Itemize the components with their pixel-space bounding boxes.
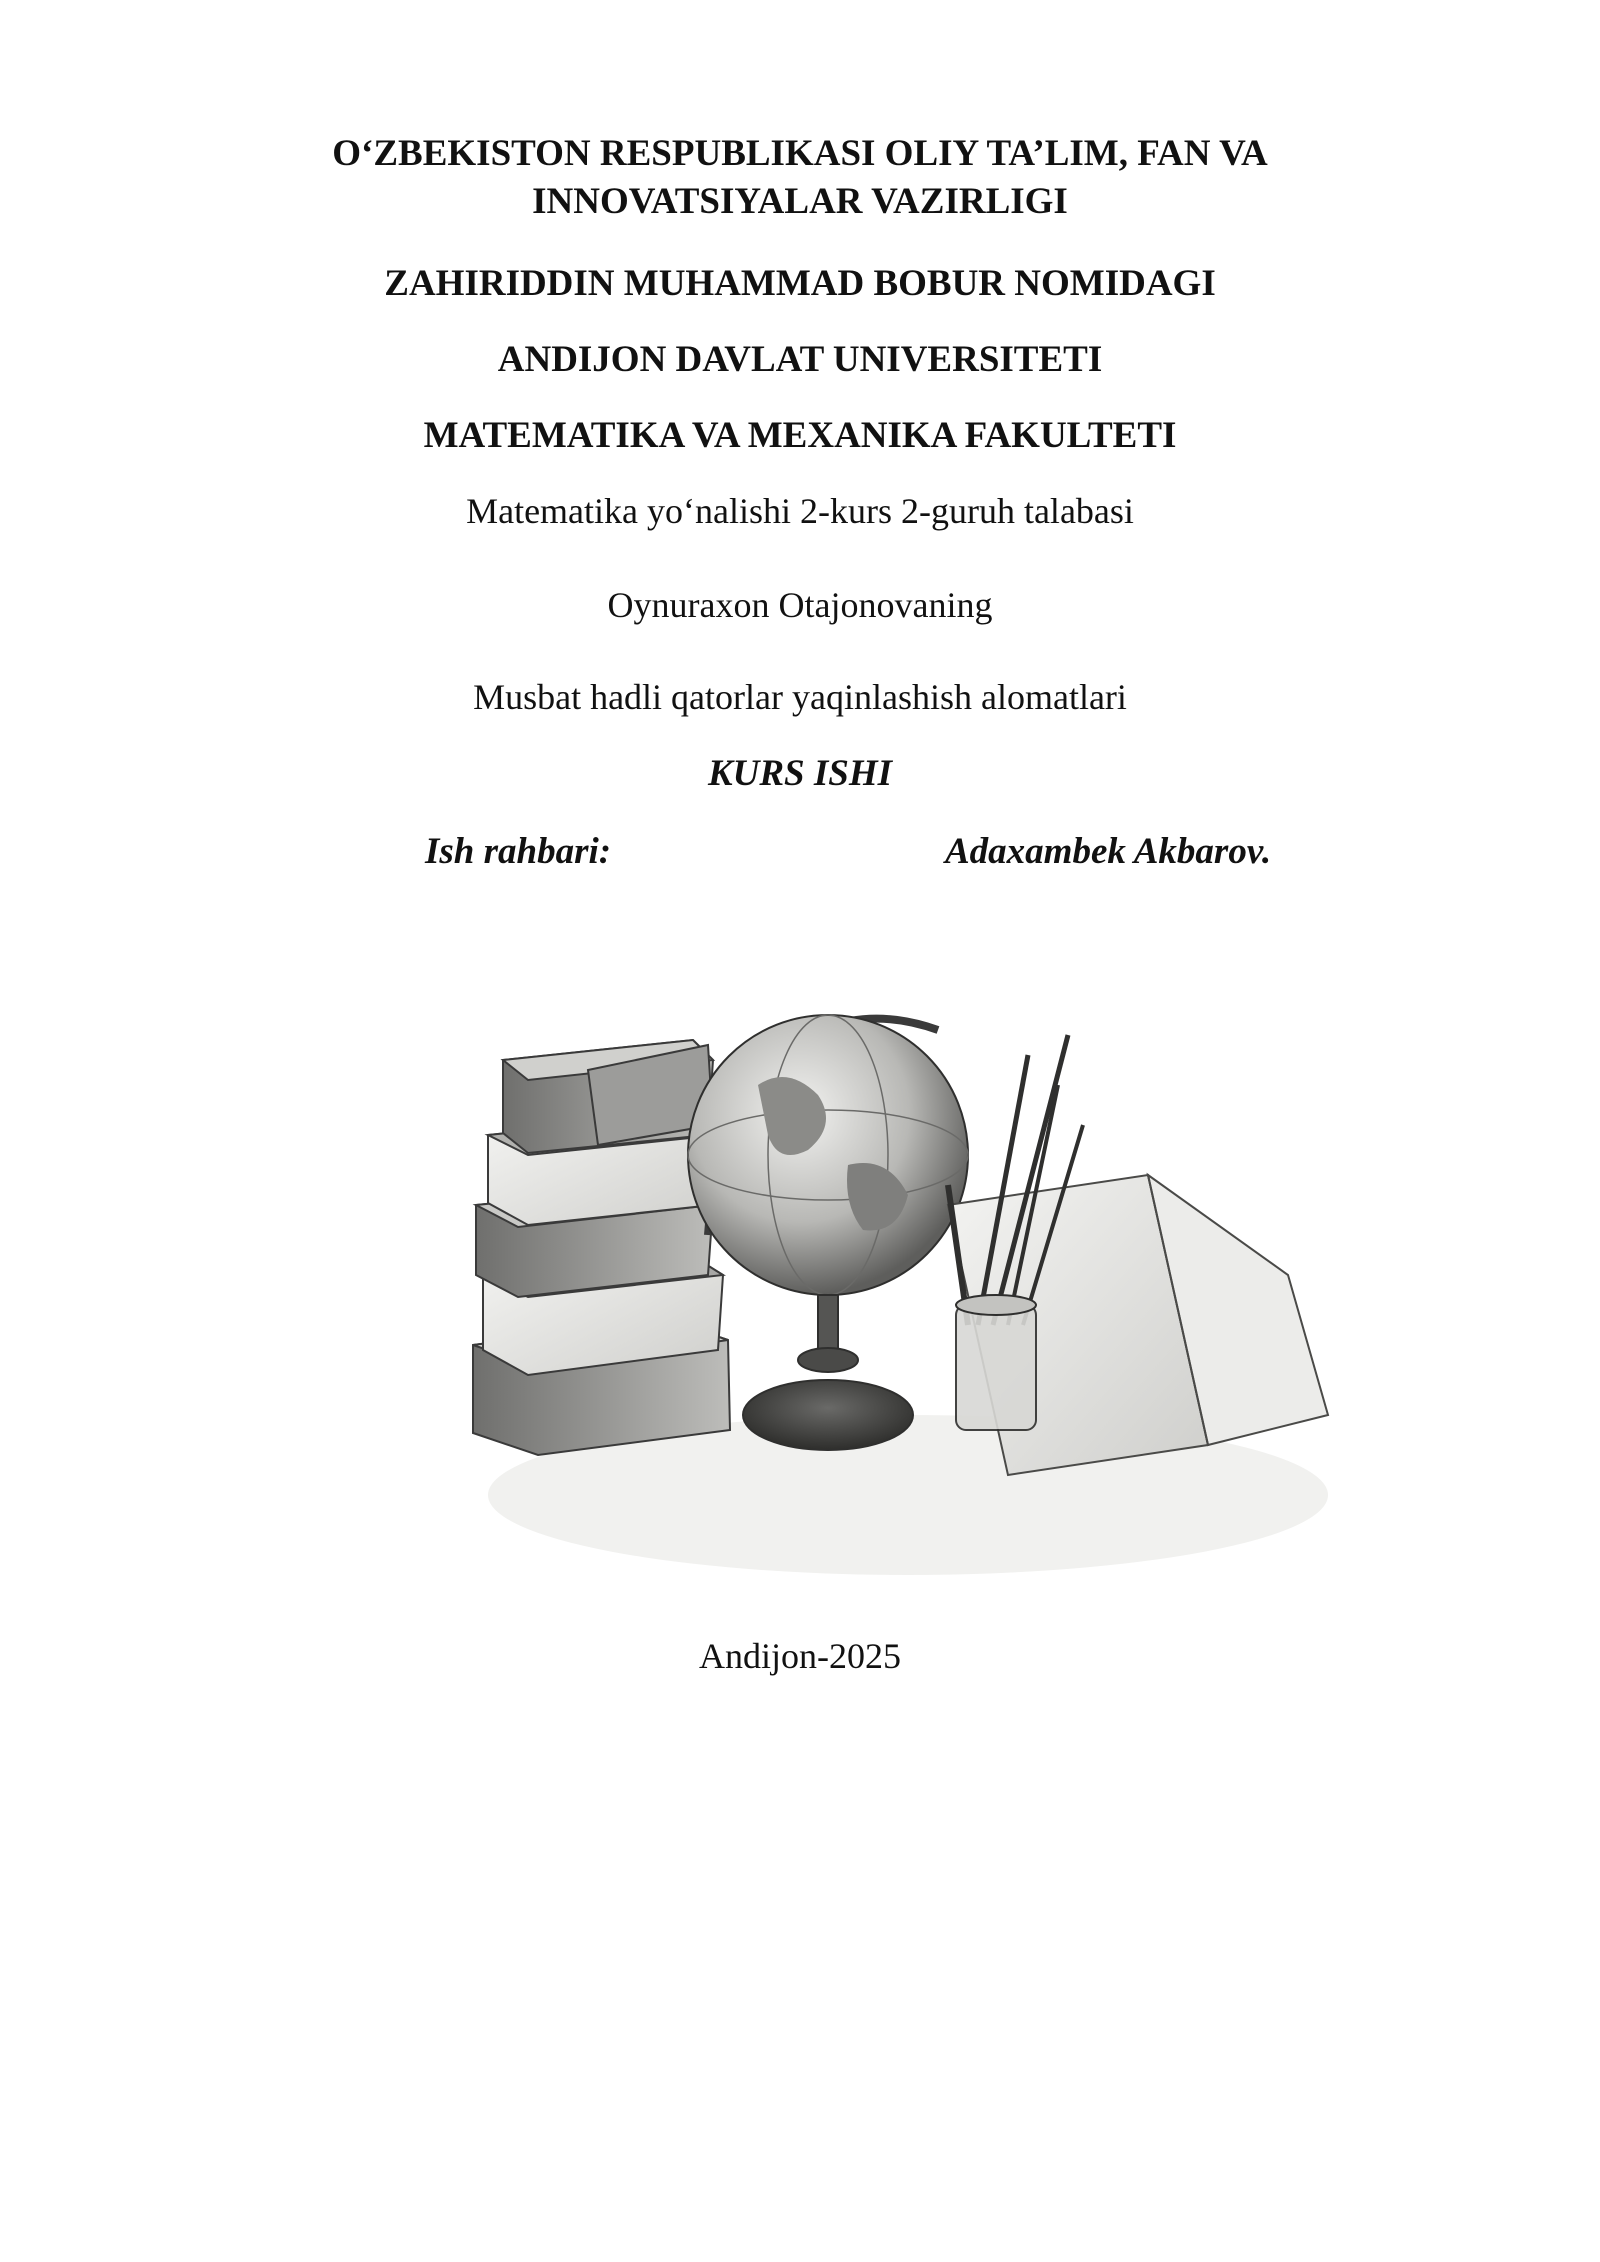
- supervisor-label: Ish rahbari:: [425, 831, 612, 872]
- book-stack: [473, 1040, 730, 1455]
- ministry-line-1: O‘ZBEKISTON RESPUBLIKASI OLIY TA’LIM, FAN VA: [332, 133, 1268, 174]
- faculty-heading: MATEMATIKA VA MEXANIKA FAKULTETI: [423, 415, 1177, 456]
- place-and-year: Andijon-2025: [699, 1636, 901, 1676]
- books-globe-illustration: [468, 975, 1340, 1600]
- university-line-2: ANDIJON DAVLAT UNIVERSITETI: [497, 339, 1103, 380]
- student-info: Matematika yo‘nalishi 2-kurs 2-guruh talabasi: [466, 491, 1134, 531]
- student-name: Oynuraxon Otajonovaning: [607, 585, 993, 625]
- work-type: KURS ISHI: [707, 753, 893, 794]
- ministry-heading: [0, 130, 1600, 226]
- ministry-line-2: INNOVATSIYALAR VAZIRLIGI: [532, 181, 1068, 222]
- supervisor-name: Adaxambek Akbarov.: [945, 831, 1272, 872]
- university-line-1: ZAHIRIDDIN MUHAMMAD BOBUR NOMIDAGI: [384, 263, 1216, 304]
- work-topic: Musbat hadli qatorlar yaqinlashish alomatlari: [473, 677, 1127, 717]
